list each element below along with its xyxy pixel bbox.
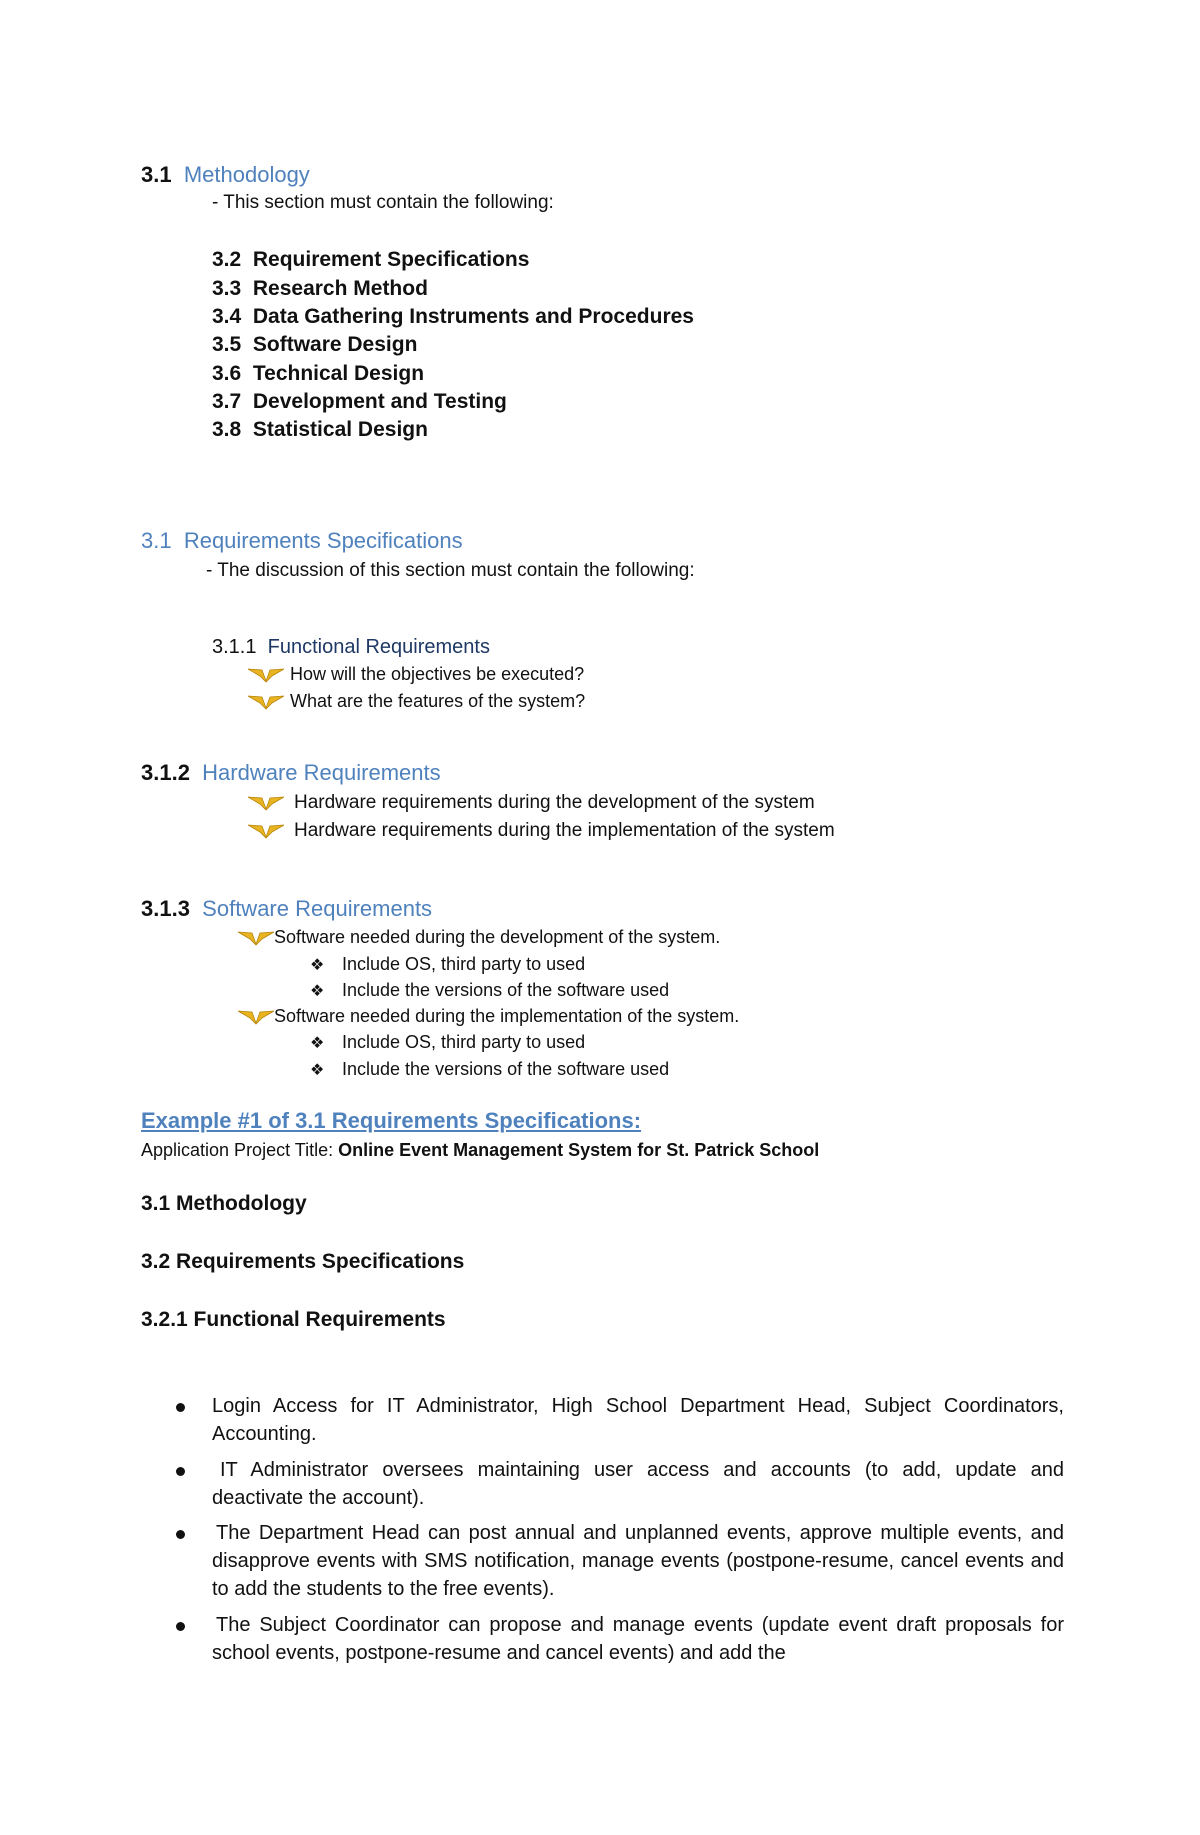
winged-bullet-icon [238,1009,274,1025]
winged-bullet-icon [238,930,274,946]
winged-bullet-icon [248,694,284,710]
list-item: Hardware requirements during the development of the system [248,792,815,814]
list-item: Login Access for IT Administrator, High School Department Head, Subject Coordinators, Accounting. [212,1395,1064,1445]
hardware-heading: 3.1.2 Hardware Requirements [141,760,441,785]
req-spec-heading: 3.1 Requirements Specifications [141,528,463,553]
round-bullet-icon [176,1467,185,1476]
winged-bullet-icon [248,667,284,683]
methodology-heading: 3.1 Methodology [141,162,310,187]
project-title: Online Event Management System for St. Patrick School [338,1140,820,1160]
list-item: ❖ Include the versions of the software used [310,980,670,1001]
winged-bullet-icon [248,795,284,811]
software-heading: 3.1.3 Software Requirements [141,896,433,921]
list-item: ❖ Include OS, third party to used [310,954,586,975]
project-title-line: Application Project Title: Online Event Management System for St. Patrick School [141,1140,820,1160]
example-title-link[interactable]: Example #1 of 3.1 Requirements Specifications: [141,1108,642,1133]
req-spec-intro: - The discussion of this section must contain the following: [206,560,695,581]
example-heading: 3.2 Requirements Specifications [141,1250,465,1273]
list-item: ❖ Include the versions of the software used [310,1059,670,1080]
list-item: The Subject Coordinator can propose and manage events (update event draft proposals for school events, postpone-resume and cancel events) and add the [212,1614,1064,1664]
example-heading: 3.1 Methodology [141,1192,307,1215]
round-bullet-icon [176,1622,185,1631]
list-item: The Department Head can post annual and unplanned events, approve multiple events, and disapprove events with SMS notification, manage events (postpone-resume, cancel events and to add the students to the free events). [212,1522,1064,1600]
list-item: What are the features of the system? [248,691,585,712]
diamond-bullet-icon: ❖ [310,983,325,1001]
functional-heading: 3.1.1 Functional Requirements [212,636,490,658]
example-heading: 3.2.1 Functional Requirements [141,1308,446,1331]
toc-item: 3.2 Requirement Specifications [212,248,530,271]
req-spec-title: Requirements Specifications [183,528,463,553]
toc-item: 3.7 Development and Testing [212,390,507,413]
methodology-title: Methodology [183,162,310,187]
list-item: Software needed during the implementation of the system. [238,1006,739,1027]
list-item: Software needed during the development of the system. [238,927,720,948]
winged-bullet-icon [248,823,284,839]
round-bullet-icon [176,1530,185,1539]
toc-item: 3.4 Data Gathering Instruments and Procedures [212,305,694,328]
list-item: Hardware requirements during the implementation of the system [248,820,835,842]
diamond-bullet-icon: ❖ [310,957,325,975]
diamond-bullet-icon: ❖ [310,1035,325,1053]
list-item: ❖ Include OS, third party to used [310,1032,586,1053]
list-item: IT Administrator oversees maintaining user access and accounts (to add, update and deactivate the account). [212,1459,1064,1509]
toc-item: 3.3 Research Method [212,277,428,300]
toc-item: 3.5 Software Design [212,333,418,356]
round-bullet-icon [176,1403,185,1412]
toc-item: 3.6 Technical Design [212,362,425,385]
toc-item: 3.8 Statistical Design [212,418,428,441]
methodology-intro: - This section must contain the following: [212,192,554,213]
diamond-bullet-icon: ❖ [310,1062,325,1080]
list-item: How will the objectives be executed? [248,664,584,685]
